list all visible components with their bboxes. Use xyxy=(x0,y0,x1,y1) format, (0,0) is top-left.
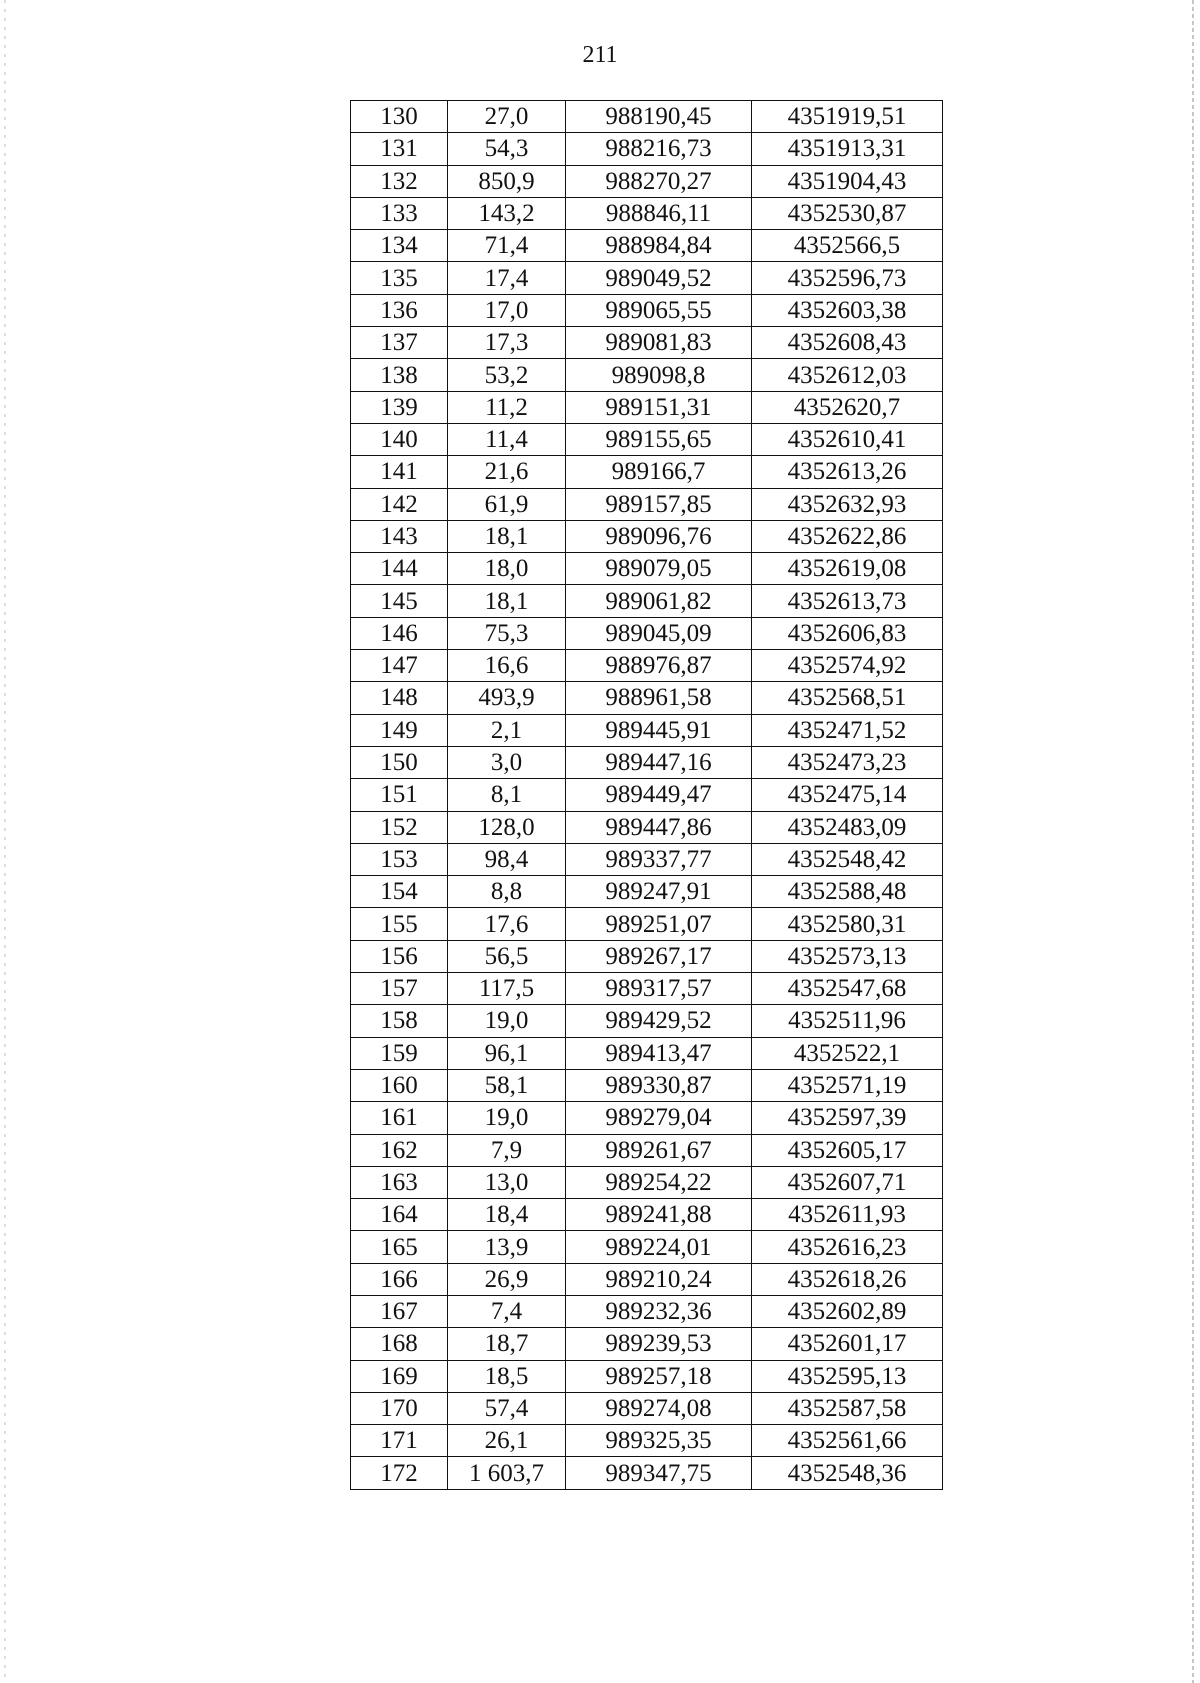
point-number-cell: 131 xyxy=(351,133,448,165)
x-coordinate-cell: 989413,47 xyxy=(566,1037,752,1069)
y-coordinate-cell: 4352597,39 xyxy=(752,1102,943,1134)
point-number-cell: 153 xyxy=(351,843,448,875)
table-row xyxy=(351,1457,943,1489)
point-number-cell: 147 xyxy=(351,650,448,682)
table-row xyxy=(351,1328,943,1360)
table-row xyxy=(351,1392,943,1424)
table-row xyxy=(351,1360,943,1392)
length-cell: 128,0 xyxy=(448,811,566,843)
length-cell: 2,1 xyxy=(448,714,566,746)
point-number-cell: 172 xyxy=(351,1457,448,1489)
point-number-cell: 168 xyxy=(351,1328,448,1360)
x-coordinate-cell: 989045,09 xyxy=(566,617,752,649)
length-cell: 18,1 xyxy=(448,520,566,552)
x-coordinate-cell: 989445,91 xyxy=(566,714,752,746)
length-cell: 19,0 xyxy=(448,1102,566,1134)
point-number-cell: 137 xyxy=(351,327,448,359)
point-number-cell: 170 xyxy=(351,1392,448,1424)
y-coordinate-cell: 4351913,31 xyxy=(752,133,943,165)
y-coordinate-cell: 4352566,5 xyxy=(752,230,943,262)
table-row xyxy=(351,553,943,585)
point-number-cell: 160 xyxy=(351,1069,448,1101)
x-coordinate-cell: 989279,04 xyxy=(566,1102,752,1134)
x-coordinate-cell: 989347,75 xyxy=(566,1457,752,1489)
y-coordinate-cell: 4352610,41 xyxy=(752,423,943,455)
y-coordinate-cell: 4352612,03 xyxy=(752,359,943,391)
point-number-cell: 133 xyxy=(351,197,448,229)
table-row xyxy=(351,520,943,552)
coordinates-table xyxy=(350,100,943,1490)
page-number: 211 xyxy=(582,42,618,68)
y-coordinate-cell: 4352483,09 xyxy=(752,811,943,843)
table-row xyxy=(351,133,943,165)
table-row xyxy=(351,1263,943,1295)
x-coordinate-cell: 989096,76 xyxy=(566,520,752,552)
y-coordinate-cell: 4352522,1 xyxy=(752,1037,943,1069)
point-number-cell: 138 xyxy=(351,359,448,391)
x-coordinate-cell: 989151,31 xyxy=(566,391,752,423)
x-coordinate-cell: 989155,65 xyxy=(566,423,752,455)
x-coordinate-cell: 989065,55 xyxy=(566,294,752,326)
x-coordinate-cell: 989251,07 xyxy=(566,908,752,940)
length-cell: 1 603,7 xyxy=(448,1457,566,1489)
table-row xyxy=(351,101,943,133)
table-row xyxy=(351,327,943,359)
x-coordinate-cell: 989429,52 xyxy=(566,1005,752,1037)
point-number-cell: 165 xyxy=(351,1231,448,1263)
length-cell: 16,6 xyxy=(448,650,566,682)
x-coordinate-cell: 988976,87 xyxy=(566,650,752,682)
y-coordinate-cell: 4351904,43 xyxy=(752,165,943,197)
x-coordinate-cell: 989274,08 xyxy=(566,1392,752,1424)
table-row xyxy=(351,908,943,940)
point-number-cell: 157 xyxy=(351,973,448,1005)
point-number-cell: 162 xyxy=(351,1134,448,1166)
table-row xyxy=(351,585,943,617)
length-cell: 96,1 xyxy=(448,1037,566,1069)
coordinates-table-body xyxy=(351,101,943,1490)
length-cell: 21,6 xyxy=(448,456,566,488)
y-coordinate-cell: 4352573,13 xyxy=(752,940,943,972)
length-cell: 17,6 xyxy=(448,908,566,940)
point-number-cell: 140 xyxy=(351,423,448,455)
scan-edge-right xyxy=(1192,0,1194,1683)
point-number-cell: 145 xyxy=(351,585,448,617)
table-row xyxy=(351,617,943,649)
table-row xyxy=(351,423,943,455)
y-coordinate-cell: 4352596,73 xyxy=(752,262,943,294)
length-cell: 143,2 xyxy=(448,197,566,229)
y-coordinate-cell: 4352618,26 xyxy=(752,1263,943,1295)
length-cell: 27,0 xyxy=(448,101,566,133)
x-coordinate-cell: 988984,84 xyxy=(566,230,752,262)
x-coordinate-cell: 989157,85 xyxy=(566,488,752,520)
length-cell: 61,9 xyxy=(448,488,566,520)
table-row xyxy=(351,1134,943,1166)
point-number-cell: 155 xyxy=(351,908,448,940)
table-row xyxy=(351,456,943,488)
x-coordinate-cell: 989079,05 xyxy=(566,553,752,585)
x-coordinate-cell: 989241,88 xyxy=(566,1199,752,1231)
x-coordinate-cell: 989330,87 xyxy=(566,1069,752,1101)
x-coordinate-cell: 989447,86 xyxy=(566,811,752,843)
point-number-cell: 139 xyxy=(351,391,448,423)
length-cell: 3,0 xyxy=(448,746,566,778)
point-number-cell: 156 xyxy=(351,940,448,972)
length-cell: 56,5 xyxy=(448,940,566,972)
length-cell: 57,4 xyxy=(448,1392,566,1424)
point-number-cell: 152 xyxy=(351,811,448,843)
point-number-cell: 166 xyxy=(351,1263,448,1295)
length-cell: 850,9 xyxy=(448,165,566,197)
x-coordinate-cell: 989098,8 xyxy=(566,359,752,391)
length-cell: 18,5 xyxy=(448,1360,566,1392)
length-cell: 18,4 xyxy=(448,1199,566,1231)
point-number-cell: 158 xyxy=(351,1005,448,1037)
y-coordinate-cell: 4352606,83 xyxy=(752,617,943,649)
point-number-cell: 132 xyxy=(351,165,448,197)
table-row xyxy=(351,359,943,391)
length-cell: 58,1 xyxy=(448,1069,566,1101)
point-number-cell: 169 xyxy=(351,1360,448,1392)
y-coordinate-cell: 4352603,38 xyxy=(752,294,943,326)
length-cell: 17,0 xyxy=(448,294,566,326)
length-cell: 19,0 xyxy=(448,1005,566,1037)
table-row xyxy=(351,197,943,229)
x-coordinate-cell: 989261,67 xyxy=(566,1134,752,1166)
point-number-cell: 134 xyxy=(351,230,448,262)
table-row xyxy=(351,1037,943,1069)
x-coordinate-cell: 989257,18 xyxy=(566,1360,752,1392)
table-row xyxy=(351,165,943,197)
scan-edge-left xyxy=(4,0,6,1683)
y-coordinate-cell: 4352620,7 xyxy=(752,391,943,423)
x-coordinate-cell: 989267,17 xyxy=(566,940,752,972)
x-coordinate-cell: 988190,45 xyxy=(566,101,752,133)
y-coordinate-cell: 4352471,52 xyxy=(752,714,943,746)
y-coordinate-cell: 4352548,36 xyxy=(752,1457,943,1489)
x-coordinate-cell: 989317,57 xyxy=(566,973,752,1005)
length-cell: 18,0 xyxy=(448,553,566,585)
y-coordinate-cell: 4352608,43 xyxy=(752,327,943,359)
point-number-cell: 142 xyxy=(351,488,448,520)
point-number-cell: 130 xyxy=(351,101,448,133)
point-number-cell: 171 xyxy=(351,1425,448,1457)
x-coordinate-cell: 989247,91 xyxy=(566,876,752,908)
x-coordinate-cell: 989061,82 xyxy=(566,585,752,617)
length-cell: 54,3 xyxy=(448,133,566,165)
table-row xyxy=(351,230,943,262)
length-cell: 17,4 xyxy=(448,262,566,294)
length-cell: 117,5 xyxy=(448,973,566,1005)
x-coordinate-cell: 988961,58 xyxy=(566,682,752,714)
length-cell: 13,9 xyxy=(448,1231,566,1263)
y-coordinate-cell: 4352613,26 xyxy=(752,456,943,488)
y-coordinate-cell: 4352622,86 xyxy=(752,520,943,552)
x-coordinate-cell: 989447,16 xyxy=(566,746,752,778)
x-coordinate-cell: 989081,83 xyxy=(566,327,752,359)
length-cell: 26,1 xyxy=(448,1425,566,1457)
table-row xyxy=(351,1166,943,1198)
length-cell: 7,4 xyxy=(448,1295,566,1327)
point-number-cell: 151 xyxy=(351,779,448,811)
table-row xyxy=(351,1102,943,1134)
length-cell: 71,4 xyxy=(448,230,566,262)
x-coordinate-cell: 989049,52 xyxy=(566,262,752,294)
table-row xyxy=(351,1199,943,1231)
y-coordinate-cell: 4352547,68 xyxy=(752,973,943,1005)
y-coordinate-cell: 4352588,48 xyxy=(752,876,943,908)
length-cell: 11,2 xyxy=(448,391,566,423)
x-coordinate-cell: 988270,27 xyxy=(566,165,752,197)
point-number-cell: 146 xyxy=(351,617,448,649)
table-row xyxy=(351,940,943,972)
table-row xyxy=(351,1425,943,1457)
x-coordinate-cell: 989449,47 xyxy=(566,779,752,811)
point-number-cell: 161 xyxy=(351,1102,448,1134)
table-row xyxy=(351,714,943,746)
y-coordinate-cell: 4352571,19 xyxy=(752,1069,943,1101)
point-number-cell: 154 xyxy=(351,876,448,908)
y-coordinate-cell: 4352548,42 xyxy=(752,843,943,875)
table-row xyxy=(351,811,943,843)
point-number-cell: 141 xyxy=(351,456,448,488)
point-number-cell: 150 xyxy=(351,746,448,778)
y-coordinate-cell: 4352473,23 xyxy=(752,746,943,778)
point-number-cell: 164 xyxy=(351,1199,448,1231)
x-coordinate-cell: 989239,53 xyxy=(566,1328,752,1360)
y-coordinate-cell: 4352632,93 xyxy=(752,488,943,520)
y-coordinate-cell: 4352530,87 xyxy=(752,197,943,229)
y-coordinate-cell: 4352511,96 xyxy=(752,1005,943,1037)
y-coordinate-cell: 4352602,89 xyxy=(752,1295,943,1327)
y-coordinate-cell: 4352587,58 xyxy=(752,1392,943,1424)
length-cell: 493,9 xyxy=(448,682,566,714)
table-row xyxy=(351,488,943,520)
table-row xyxy=(351,682,943,714)
point-number-cell: 144 xyxy=(351,553,448,585)
table-row xyxy=(351,746,943,778)
length-cell: 53,2 xyxy=(448,359,566,391)
table-row xyxy=(351,294,943,326)
y-coordinate-cell: 4352580,31 xyxy=(752,908,943,940)
x-coordinate-cell: 989254,22 xyxy=(566,1166,752,1198)
y-coordinate-cell: 4352613,73 xyxy=(752,585,943,617)
table-row xyxy=(351,973,943,1005)
length-cell: 26,9 xyxy=(448,1263,566,1295)
x-coordinate-cell: 989166,7 xyxy=(566,456,752,488)
x-coordinate-cell: 989232,36 xyxy=(566,1295,752,1327)
x-coordinate-cell: 988216,73 xyxy=(566,133,752,165)
y-coordinate-cell: 4352607,71 xyxy=(752,1166,943,1198)
length-cell: 8,8 xyxy=(448,876,566,908)
table-row xyxy=(351,650,943,682)
point-number-cell: 149 xyxy=(351,714,448,746)
length-cell: 13,0 xyxy=(448,1166,566,1198)
y-coordinate-cell: 4352568,51 xyxy=(752,682,943,714)
y-coordinate-cell: 4352616,23 xyxy=(752,1231,943,1263)
point-number-cell: 136 xyxy=(351,294,448,326)
x-coordinate-cell: 989337,77 xyxy=(566,843,752,875)
y-coordinate-cell: 4352561,66 xyxy=(752,1425,943,1457)
point-number-cell: 135 xyxy=(351,262,448,294)
table-row xyxy=(351,843,943,875)
x-coordinate-cell: 988846,11 xyxy=(566,197,752,229)
length-cell: 7,9 xyxy=(448,1134,566,1166)
point-number-cell: 163 xyxy=(351,1166,448,1198)
point-number-cell: 167 xyxy=(351,1295,448,1327)
y-coordinate-cell: 4352595,13 xyxy=(752,1360,943,1392)
length-cell: 18,7 xyxy=(448,1328,566,1360)
y-coordinate-cell: 4352605,17 xyxy=(752,1134,943,1166)
x-coordinate-cell: 989210,24 xyxy=(566,1263,752,1295)
length-cell: 8,1 xyxy=(448,779,566,811)
table-row xyxy=(351,779,943,811)
table-row xyxy=(351,391,943,423)
x-coordinate-cell: 989325,35 xyxy=(566,1425,752,1457)
length-cell: 17,3 xyxy=(448,327,566,359)
point-number-cell: 143 xyxy=(351,520,448,552)
x-coordinate-cell: 989224,01 xyxy=(566,1231,752,1263)
length-cell: 75,3 xyxy=(448,617,566,649)
y-coordinate-cell: 4352574,92 xyxy=(752,650,943,682)
length-cell: 18,1 xyxy=(448,585,566,617)
y-coordinate-cell: 4351919,51 xyxy=(752,101,943,133)
point-number-cell: 148 xyxy=(351,682,448,714)
y-coordinate-cell: 4352611,93 xyxy=(752,1199,943,1231)
table-row xyxy=(351,1295,943,1327)
point-number-cell: 159 xyxy=(351,1037,448,1069)
y-coordinate-cell: 4352619,08 xyxy=(752,553,943,585)
length-cell: 98,4 xyxy=(448,843,566,875)
table-row xyxy=(351,1005,943,1037)
table-row xyxy=(351,1231,943,1263)
table-row xyxy=(351,876,943,908)
y-coordinate-cell: 4352475,14 xyxy=(752,779,943,811)
y-coordinate-cell: 4352601,17 xyxy=(752,1328,943,1360)
length-cell: 11,4 xyxy=(448,423,566,455)
table-row xyxy=(351,262,943,294)
table-row xyxy=(351,1069,943,1101)
